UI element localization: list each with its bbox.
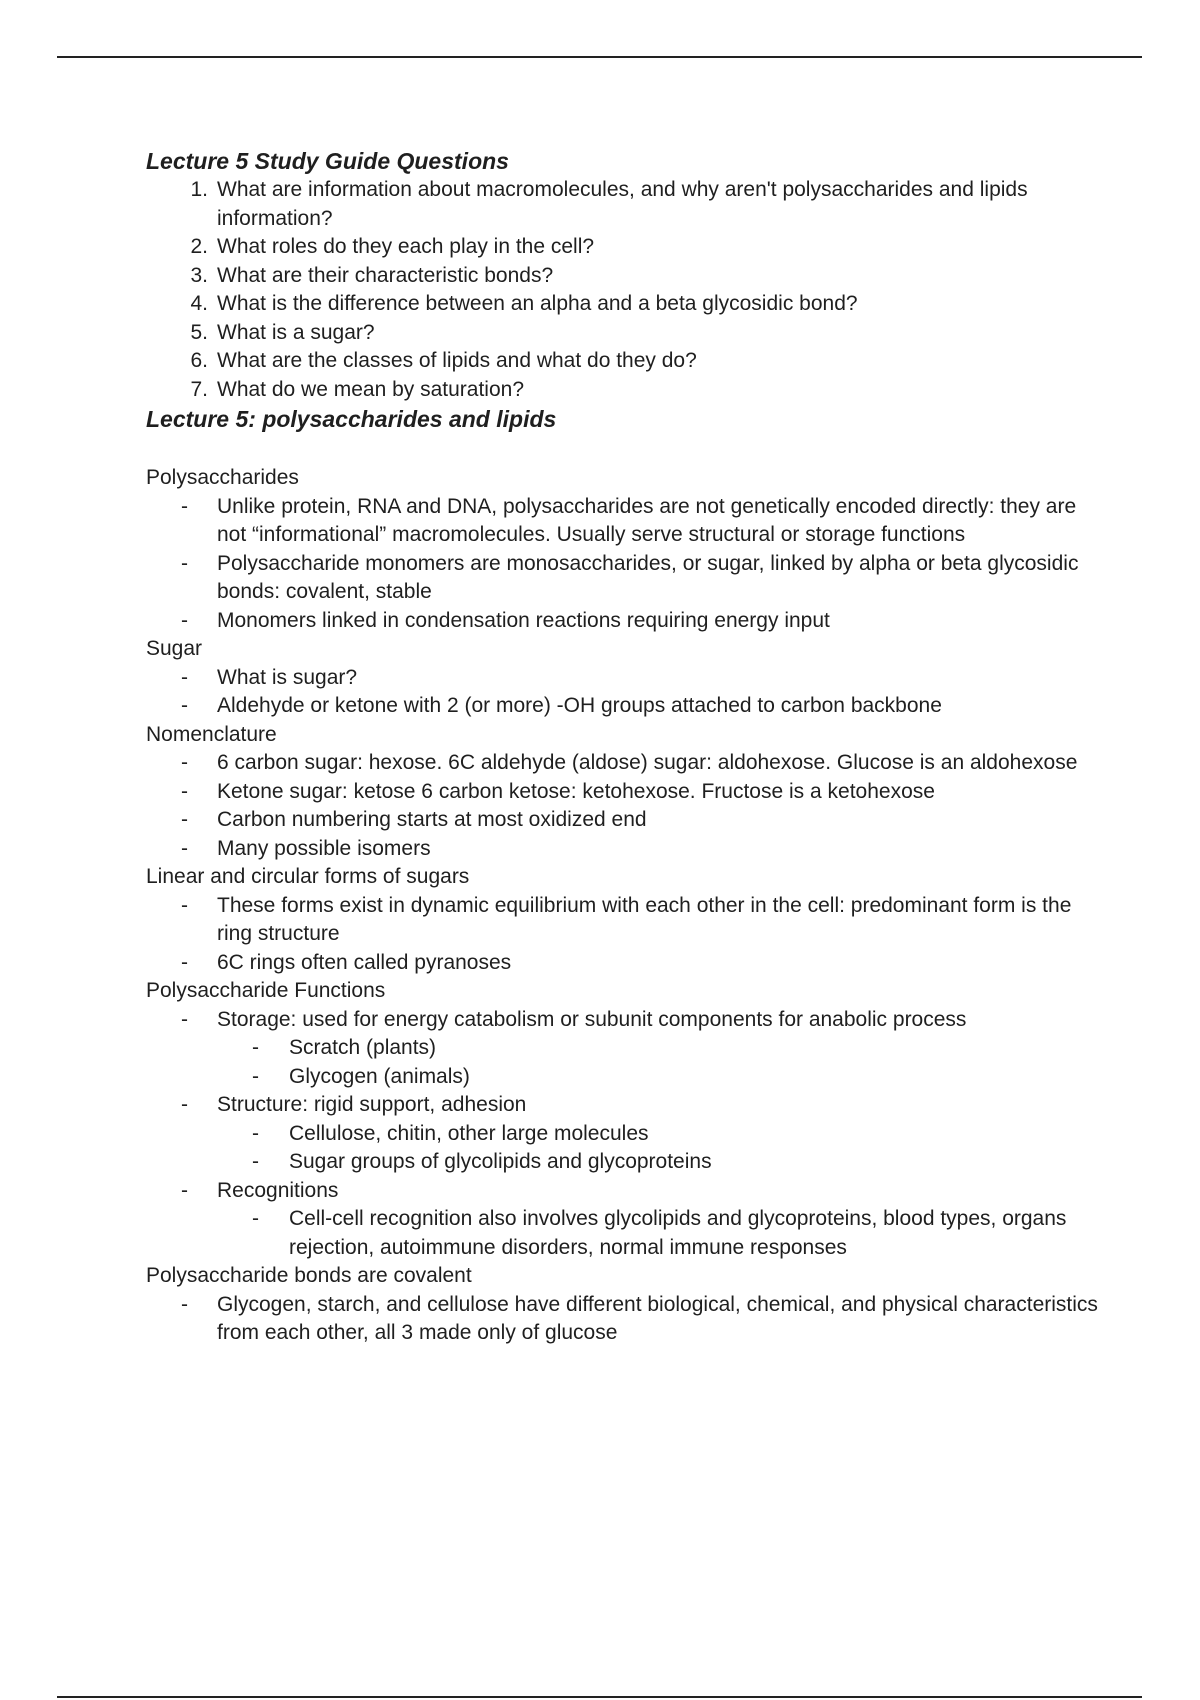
top-rule [57,56,1142,58]
sub-bullet-list [217,1205,1106,1262]
study-guide-title: Lecture 5 Study Guide Questions [146,148,509,174]
list-item: - 6 carbon sugar: hexose. 6C aldehyde (aldose) sugar: aldohexose. Glucose is an aldohexose [181,751,1078,774]
study-guide-questions [146,176,1106,404]
sub-list-item: - Cellulose, chitin, other large molecules [252,1121,649,1145]
sub-list-item: - Glycogen (animals) [252,1064,470,1088]
sub-list-item: - Sugar groups of glycolipids and glycoproteins [252,1150,712,1173]
sub-list-item: - Cell-cell recognition also involves glycolipids and glycoproteins, blood types, organs rejection, autoimmune disorders, normal immune responses [252,1207,1067,1259]
question-item: 5. What is a sugar? [190,320,375,344]
question-item: 2. What roles do they each play in the cell? [190,235,595,258]
list-item: - 6C rings often called pyranoses [181,950,512,974]
bullet-list [146,892,1106,978]
sub-bullet-list [217,1120,1106,1177]
list-item: - Unlike protein, RNA and DNA, polysaccharides are not genetically encoded directly: they are not “informational” macromolecules. Usually serve structural or storage functions [181,494,1077,546]
list-item: - Aldehyde or ketone with 2 (or more) -OH groups attached to carbon backbone [181,694,942,717]
bullet-list [146,493,1106,636]
sub-bullet-list [217,1034,1106,1091]
bullet-list [146,1006,1106,1263]
list-item: - Structure: rigid support, adhesion - Cellulose, chitin, other large molecules - Sugar groups of glycolipids and glycoproteins [146,1091,1106,1177]
document-body [146,143,1106,1348]
bullet-list [146,749,1106,863]
list-item: - Recognitions - Cell-cell recognition also involves glycolipids and glycoproteins, blood types, organs rejection, autoimmune disorders, normal immune responses [146,1177,1106,1263]
list-item: - Polysaccharide monomers are monosaccharides, or sugar, linked by alpha or beta glycosidic bonds: covalent, stable [181,551,1079,603]
sub-list-item: - Scratch (plants) [252,1036,437,1059]
section-title-sugar: Sugar [146,637,203,660]
list-item: - These forms exist in dynamic equilibrium with each other in the cell: predominant form is the ring structure [181,893,1072,945]
section-title-linear-circular: Linear and circular forms of sugars [146,865,470,888]
question-item: 6. What are the classes of lipids and what do they do? [190,349,697,372]
section-title-nomenclature: Nomenclature [146,722,277,746]
bottom-rule [57,1696,1142,1698]
bullet-list [146,1291,1106,1348]
question-item: 4. What is the difference between an alpha and a beta glycosidic bond? [190,292,858,315]
list-item: - Ketone sugar: ketose 6 carbon ketose: ketohexose. Fructose is a ketohexose [181,779,935,803]
list-item: - Carbon numbering starts at most oxidized end [181,808,647,831]
list-item: - Storage: used for energy catabolism or subunit components for anabolic process - Scratch (plants) - Glycogen (animals) [146,1006,1106,1092]
list-item: - Many possible isomers [181,836,431,860]
question-item: 3. What are their characteristic bonds? [190,263,554,287]
section-title-bonds: Polysaccharide bonds are covalent [146,1264,472,1287]
section-title-polysaccharides: Polysaccharides [146,466,299,489]
list-item: - Glycogen, starch, and cellulose have different biological, chemical, and physical characteristics from each other, all 3 made only of glucose [181,1292,1098,1344]
list-item: - Monomers linked in condensation reactions requiring energy input [181,608,830,632]
lecture-title: Lecture 5: polysaccharides and lipids [146,406,557,432]
question-item: 7. What do we mean by saturation? [190,377,525,401]
bullet-list [146,664,1106,721]
question-item: 1. What are information about macromolecules, and why aren't polysaccharides and lipids information? [190,178,1028,230]
section-title-functions: Polysaccharide Functions [146,979,386,1002]
list-item: - What is sugar? [181,665,358,689]
